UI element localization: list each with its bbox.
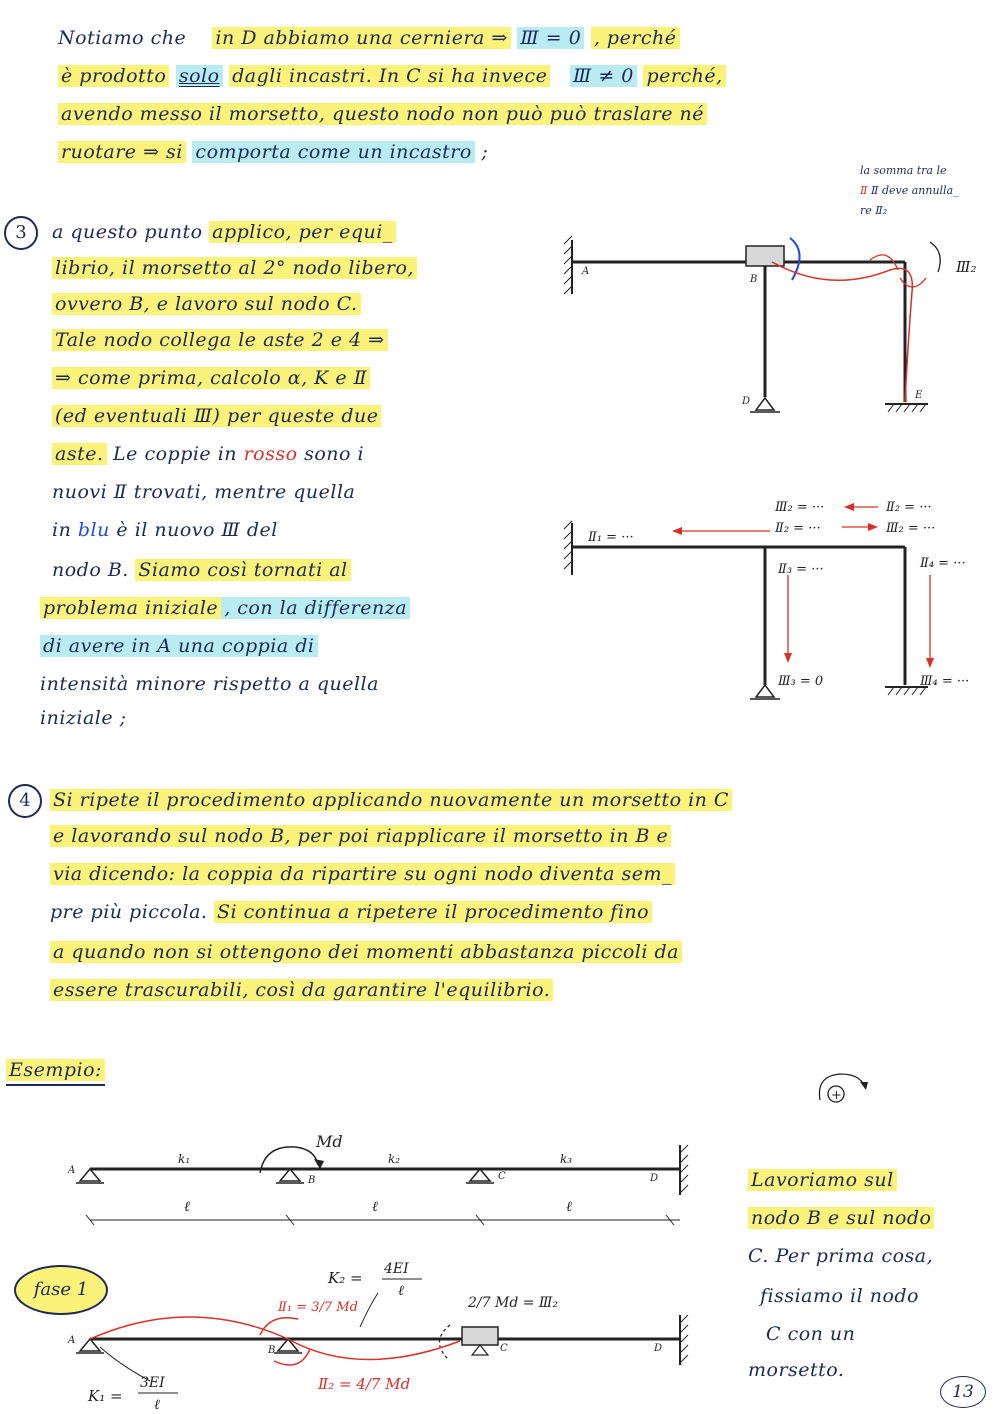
side-note-1: la somma tra le xyxy=(860,164,947,177)
phase-1-label: fase 1 xyxy=(14,1265,108,1315)
page-number: 13 xyxy=(940,1376,986,1408)
frame2-ii4: Ⅱ₄ = ··· xyxy=(920,556,966,571)
step3-line-8: nuovi Ⅱ trovati, mentre quella xyxy=(52,481,356,503)
example-title: Esempio: xyxy=(6,1056,105,1086)
step3-line-6: (ed eventuali Ⅲ) per queste due xyxy=(52,402,381,430)
step3-line-13: intensità minore rispetto a quella xyxy=(40,673,379,695)
example-side-2: nodo B e sul nodo xyxy=(748,1204,934,1232)
example-phase-1 xyxy=(60,1255,700,1414)
phase-label-d: D xyxy=(654,1343,663,1354)
step4-line-5: a quando non si ottengono dei momenti abbastanza piccoli da xyxy=(50,938,682,966)
phase-k2-den: ℓ xyxy=(398,1283,404,1299)
beam-label-c: C xyxy=(498,1171,506,1182)
frame2-iii3: Ⅲ₃ = 0 xyxy=(778,674,824,689)
frame2-ii1: Ⅱ₁ = ··· xyxy=(588,530,634,545)
phase-ii1: Ⅱ₁ = 3/7 Md xyxy=(278,1300,358,1315)
intro-line-4: ruotare ⇒ si comporta come un incastro ; xyxy=(58,138,488,166)
phase-label-c: C xyxy=(500,1343,508,1354)
step4-line-2: e lavorando sul nodo B, per poi riapplicare il morsetto in B e xyxy=(50,822,671,850)
beam-label-a: A xyxy=(68,1165,76,1176)
phase-k1-den: ℓ xyxy=(154,1397,160,1413)
frame2-row1b: Ⅱ₂ = ··· xyxy=(886,500,932,515)
phase-k1: K₁ = xyxy=(88,1387,123,1405)
beam-label-k3: k₃ xyxy=(560,1152,573,1166)
beam-label-k2: k₂ xyxy=(388,1152,401,1166)
example-side-6: morsetto. xyxy=(748,1359,845,1381)
frame2-ii3: Ⅱ₃ = ··· xyxy=(778,562,824,577)
step3-line-3: ovvero B, e lavoro sul nodo C. xyxy=(52,290,361,318)
beam-label-k1: k₁ xyxy=(178,1152,191,1166)
beam-label-md: Md xyxy=(316,1132,343,1151)
frame2-row2b: Ⅲ₂ = ··· xyxy=(886,521,936,536)
example-side-1: Lavoriamo sul xyxy=(748,1166,897,1194)
frame1-label-e: E xyxy=(915,390,923,401)
frame2-row1a: Ⅲ₂ = ··· xyxy=(775,500,825,515)
side-note-3: re Ⅱ₂ xyxy=(860,204,888,217)
example-beam xyxy=(60,1125,700,1235)
intro-line-2: è prodotto solo dagli incastri. In C si ha invece Ⅲ ≠ 0 perché, xyxy=(58,62,726,90)
frame1-label-d: D xyxy=(742,396,751,407)
frame1-label-a: A xyxy=(582,266,590,277)
step4-line-6: essere trascurabili, così da garantire l'equilibrio. xyxy=(50,976,553,1004)
example-side-5: C con un xyxy=(766,1323,856,1345)
beam-label-l1: ℓ xyxy=(184,1199,190,1215)
step3-line-10: nodo B. Siamo così tornati al xyxy=(52,556,351,584)
phase-m27: 2/7 Md = Ⅲ₂ xyxy=(468,1295,559,1311)
step4-line-1: Si ripete il procedimento applicando nuovamente un morsetto in C xyxy=(50,786,732,814)
frame1-label-iii2: Ⅲ₂ xyxy=(956,258,977,276)
beam-label-l2: ℓ xyxy=(372,1199,378,1215)
step3-line-12: di avere in A una coppia di xyxy=(40,632,318,660)
frame-diagram-2 xyxy=(560,495,1000,720)
plus-icon: + xyxy=(831,1088,842,1103)
step3-line-7: aste. Le coppie in rosso sono i xyxy=(52,440,364,468)
step3-line-1: a questo punto applico, per equi_ xyxy=(52,218,396,246)
step-3-number: 3 xyxy=(4,216,38,250)
phase-k1-num: 3EI xyxy=(140,1375,165,1391)
step-4-number: 4 xyxy=(8,784,42,818)
step3-line-14: iniziale ; xyxy=(40,707,127,729)
frame2-iii4: Ⅲ₄ = ··· xyxy=(920,674,970,689)
step3-line-4: Tale nodo collega le aste 2 e 4 ⇒ xyxy=(52,326,388,354)
step4-line-3: via dicendo: la coppia da ripartire su ogni nodo diventa sem_ xyxy=(50,860,675,888)
beam-label-d: D xyxy=(650,1173,659,1184)
step3-line-5: ⇒ come prima, calcolo α, K e Ⅱ xyxy=(52,364,370,392)
phase-k2-num: 4EI xyxy=(384,1261,409,1277)
side-note-2: Ⅱ Ⅱ deve annulla_ xyxy=(860,184,959,197)
phase-k2: K₂ = xyxy=(328,1269,363,1287)
frame2-row2a: Ⅱ₂ = ··· xyxy=(775,521,821,536)
example-side-4: fissiamo il nodo xyxy=(760,1285,919,1307)
beam-label-l3: ℓ xyxy=(566,1199,572,1215)
example-side-3: C. Per prima cosa, xyxy=(748,1245,934,1267)
phase-label-b: B xyxy=(268,1345,276,1356)
phase-label-a: A xyxy=(68,1335,76,1346)
step3-line-2: librio, il morsetto al 2° nodo libero, xyxy=(52,254,417,282)
beam-label-b: B xyxy=(308,1175,316,1186)
phase-ii2: Ⅱ₂ = 4/7 Md xyxy=(318,1375,411,1393)
step4-line-4: pre più piccola. Si continua a ripetere il procedimento fino xyxy=(50,898,652,926)
step3-line-9: in blu è il nuovo Ⅲ del xyxy=(52,519,278,541)
intro-line-1: Notiamo che in D abbiamo una cerniera ⇒ Ⅲ = 0 , perché xyxy=(58,24,680,52)
frame1-label-b: B xyxy=(750,274,758,285)
intro-line-3: avendo messo il morsetto, questo nodo non può può traslare né xyxy=(58,100,707,128)
sign-convention xyxy=(810,1066,870,1110)
frame-diagram-1 xyxy=(560,222,1000,432)
step3-line-11: problema iniziale , con la differenza xyxy=(40,594,410,622)
